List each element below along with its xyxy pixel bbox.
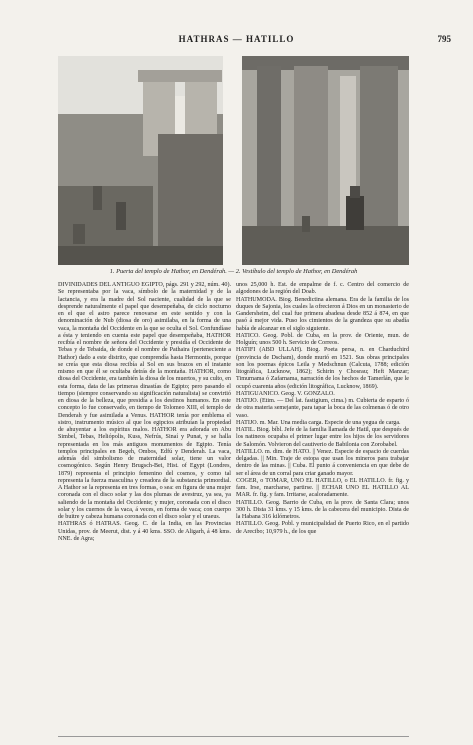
- entry-hatillo-cuba: HATILLO. Geog. Barrio de Cuba, en la prov. de Santa Clara; unos 300 h. Dista 31 kms. y 15 kms. de la cabecera del municipio. Dista de la Habana 316 kilómetros.: [236, 499, 409, 520]
- entry-hatifi: HATIFI (ABD ULLAH). Biog. Poeta persa, n. en Charduchird (provincia de Dscham), donde murió en 1521. Sus obras principales son los poemas épicos Leila y Medschnun (Calcuta, 1788; edición litográfica, Lucknow, 1862); Schirin y Chosrau; Heft Manzar; Timurnama ó Zafarnama, narración de los hechos de Tamerlán, que le ocupó cuarenta años (edición litográfica, Lucknow, 1869).: [236, 347, 409, 390]
- figure-temple-gate: [58, 56, 223, 265]
- figure-caption: 1. Puerta del templo de Hathor, en Dendérah. — 2. Vestíbulo del templo de Hathor, en Dendérah: [109, 268, 358, 275]
- entry-hathras-continued: unos 25,000 h. Est. de empalme de f. c. Centro del comercio de algodones de la región del Doab.: [236, 282, 409, 296]
- entry-hatil: HATIL. Biog. bíbl. Jefe de la familia llamada de Hatil, que después de los natineos ocupaba el primer lugar entre los hijos de los servidores de Salomón. Volvieron del cautiverio de Babilonia con Zorobabel.: [236, 427, 409, 448]
- entry-hatico: HATICO. Geog. Pobl. de Cuba, en la prov. de Oriente, mun. de Holguín; unos 500 h. Servicio de Correos.: [236, 332, 409, 346]
- text-column-left: [58, 282, 231, 543]
- entry-hatillo-puerto-rico: HATILLO. Geog. Pobl. y municipalidad de Puerto Rico, en el partido de Arecibo; 10,979 h., de los que: [236, 521, 409, 535]
- entry-hatiguanico: HATIGUANICO. Geog. V. GONZALO.: [236, 390, 335, 397]
- entry-hatillo-phrases: COGER, o TOMAR, UNO EL HATILLO, o EL HATILLO. fr. fig. y fam. Irse, marcharse, partirse. || ECHAR UNO EL HATILLO AL MAR. fr. fig. y fam. Irritarse, acaloradamente.: [236, 477, 409, 499]
- page-number: 795: [437, 34, 451, 44]
- entry-hathor-continued: DIVINIDADES DEL ANTIGUO EGIPTO, págs. 291 y 292, núm. 40). Se representaba por la vaca, símbolo de la maternidad y de la lactancia, y era la madre del Sol naciente, cualidad de la que se desprende naturalmente el papel que desempeñaba, de ciclo nocturno en el que el astro parece renovarse en este sentido y con la denominación de Nub (diosa de oro) asimilaba, en la forma de una vaca, la montaña del Occidente en la que se oculta el Sol. Confundíase a ésta y teniendo en cuenta este papel que desempeñaba, HATHOR recibía el nombre de señora del Occidente y presidía el Occidente de Tebas y de Tebaida, de donde el nombre de Pathaira (perteneciente a Hathor) dado a este distrito, que comprendía hasta Hermontis, porque se creía que esta diosa recibía al Sol en sus brazos en el instante mismo en que él se ocultaba detrás de la montaña. HATHOR, como diosa del Occidente, era también la diosa de los muertos, y su culto, en esta forma, data de las primeras dinastías de Egipto; pero pasando el tiempo (siempre conservando su significación naturalista) se convirtió en diosa de la belleza, que presidía a los destinos humanos. En este concepto lo fue conservado, en tiempo de Tolomeo XIII, el templo de Denderah y fue asimilada a Venus. HATHOR tenía por emblema el sistro, instrumento músico al que los egipcios atribuían la propiedad de ahuyentar a los espíritus malos. HATHOR era adorada en Abu Simbel, Tebas, Heliópolis, Kuss, Nefrús, Sinaí y Punat, y se halla representada en los más antiguos monumentos de Egipto. Tenía templos principales en Begeh, Ombos, Edfú y Denderah. La vaca, además del simbolismo de maternidad solar, tiene un valor cosmogónico. Según Henry Brugsch-Bei, Hist. of Egypt (Londres, 1879) representa el principio femenino del cosmos, y como tal representa la fuerza masculina y creadora de la substancia primordial. A Hathor se la representa en tres formas, o sea: en figura de una mujer coronada con el disco solar y las dos plumas de avestruz, ya sea, ya saliendo de la montaña del Occidente; y mujer, coronada con el disco solar y los cuernos de la vaca, á veces, en forma de vaca; con cuerpo de buitre y cabeza humana coronada con el disco solar y el uraeus.: [58, 282, 231, 520]
- temple-vestibule-illustration: [242, 56, 409, 265]
- entry-hatijo-2: HATIJO. m. Mar. Una media carga. Especie de una yegua de carga.: [236, 419, 401, 426]
- entry-hathras: HATHRAS ó HATRAS. Geog. C. de la India, en las Provincias Unidas, prov. de Meerut, dist. y á 40 kms. SSO. de Aligarh, á 48 kms. NNE. de Agra;: [58, 521, 231, 542]
- running-head: HATHRAS — HATILLO: [178, 34, 295, 44]
- temple-gate-illustration: [58, 56, 223, 265]
- text-column-right: [236, 282, 409, 536]
- entry-hathumoda: HATHUMODA. Biog. Benedictina alemana. Era de la familia de los duques de Sajonia, los cuales la ofrecieron á Dios en un monasterio de Gandersheim, del cual fue primera abadesa desde 852 á 874, en que pasó á mejor vida. Puso los cimientos de la grandeza que su abadía había de alcanzar en el siglo siguiente.: [236, 296, 409, 332]
- figure-temple-vestibule: [242, 56, 409, 265]
- footer-rule: [58, 736, 409, 737]
- entry-hatijo-1: HATIJO. (Etim. — Del lat. fastigium, cima.) m. Cubierta de esparto ó de otra materia semejante, para tapar la boca de las colmenas ó de otro vaso.: [236, 398, 409, 419]
- entry-hatillo-1: HATILLO. m. dim. de HATO. || Venez. Especie de espacio de cuerdas delgadas. || Min. Traje de estopa que usan los mineros para trabajar dentro de las minas. || Cuba. El punto á conveniencia en que debe de ser el área de un corral para criar ganado mayor.: [236, 448, 409, 477]
